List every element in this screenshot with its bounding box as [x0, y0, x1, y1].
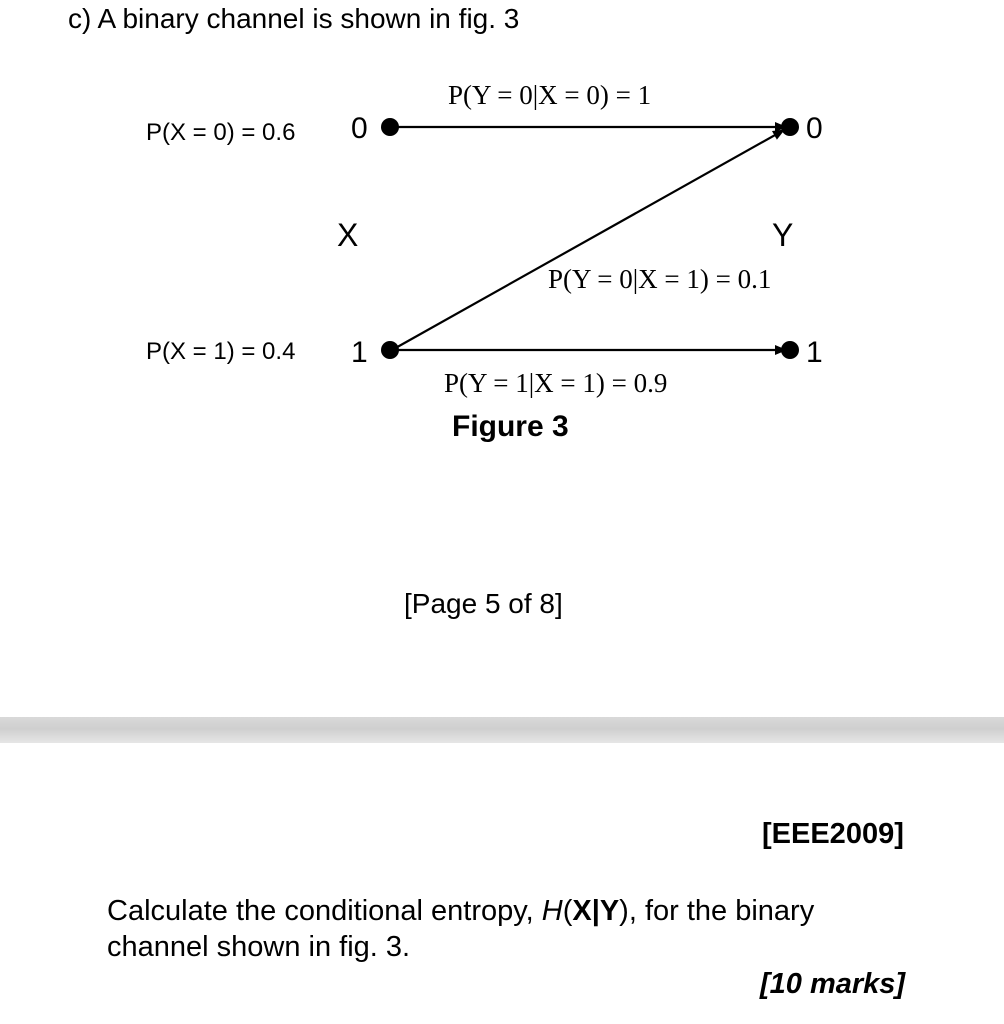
question-prefix: Calculate the conditional entropy,	[107, 895, 542, 927]
figure-caption: Figure 3	[452, 410, 569, 443]
output-node-dot-0	[781, 118, 799, 136]
input-node-dot-1	[381, 341, 399, 359]
question-heading: c) A binary channel is shown in fig. 3	[68, 3, 520, 34]
transition-arrow-1-to-0	[392, 130, 784, 350]
question-text	[107, 893, 947, 965]
page-number: [Page 5 of 8]	[404, 588, 563, 619]
output-node-dot-1	[781, 341, 799, 359]
prior-x0-label: P(X = 0) = 0.6	[146, 119, 296, 146]
input-node-0-label: 0	[351, 112, 368, 145]
entropy-function: H	[541, 895, 563, 927]
transition-label-0-to-0: P(Y = 0|X = 0) = 1	[448, 80, 652, 110]
prior-x1-label: P(X = 1) = 0.4	[146, 338, 296, 365]
output-node-0-label: 0	[806, 112, 823, 145]
input-node-dot-0	[381, 118, 399, 136]
output-variable-label: Y	[772, 217, 794, 253]
entropy-open-paren: (	[562, 895, 573, 927]
page-break-divider	[0, 717, 1004, 743]
entropy-arguments: X|Y	[572, 895, 620, 927]
marks-label: [10 marks]	[760, 968, 906, 1000]
transition-label-1-to-0: P(Y = 0|X = 1) = 0.1	[548, 264, 772, 294]
question-line-2: channel shown in fig. 3.	[107, 931, 411, 963]
entropy-close-paren: )	[619, 895, 629, 927]
output-node-1-label: 1	[806, 336, 823, 369]
transition-label-1-to-1: P(Y = 1|X = 1) = 0.9	[444, 368, 668, 398]
input-node-1-label: 1	[351, 336, 368, 369]
input-variable-label: X	[337, 217, 359, 253]
question-suffix: , for the binary	[628, 895, 815, 927]
course-code: [EEE2009]	[762, 818, 904, 850]
